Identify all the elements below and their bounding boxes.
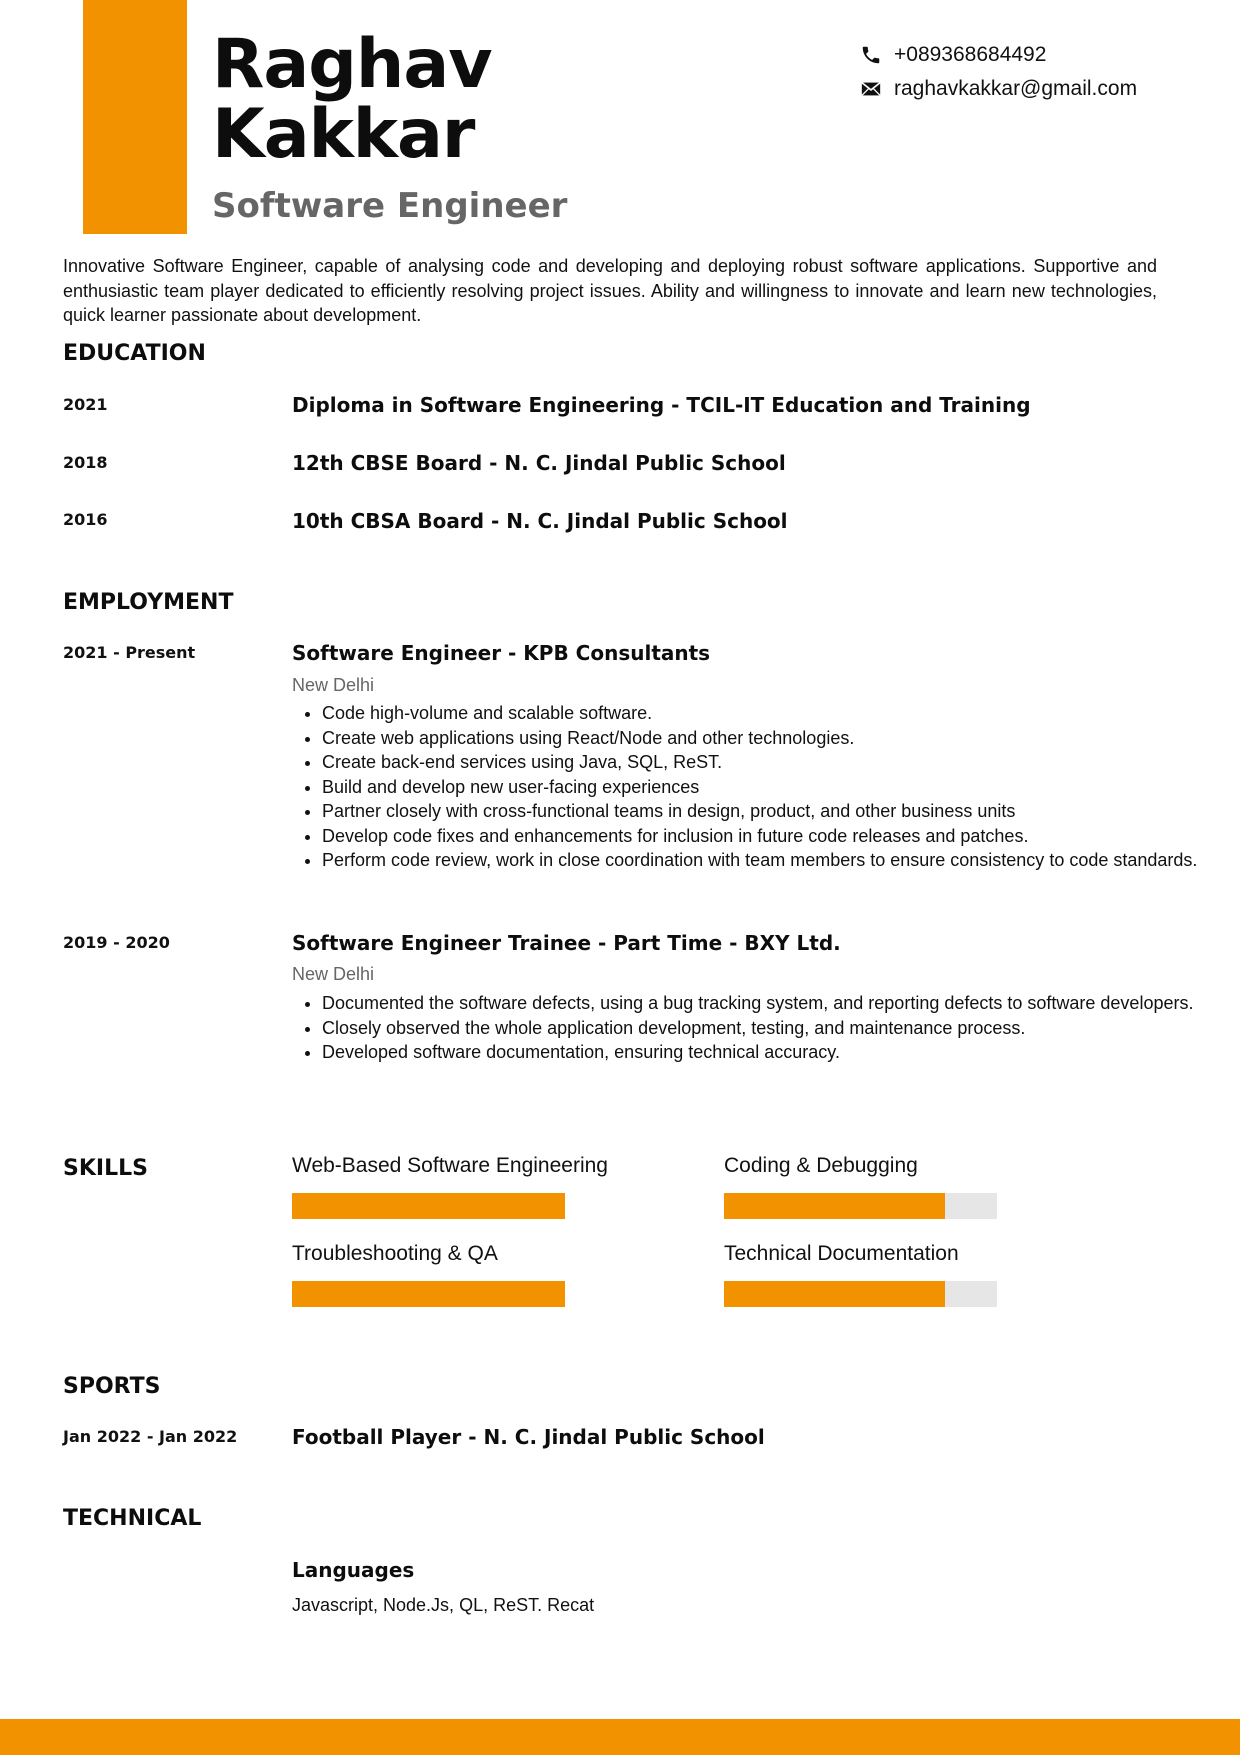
skill-bar-fill [724,1281,945,1307]
list-item: • Partner closely with cross-functional teams in design, product, and other business units [322,799,1202,824]
skill-bar [724,1193,997,1219]
technical-heading: TECHNICAL [63,1506,202,1531]
list-item: • Developed software documentation, ensuring technical accuracy. [322,1040,1202,1065]
phone-row [860,38,1190,72]
education-year: 2021 [63,395,108,414]
candidate-name [212,25,492,174]
sports-heading: SPORTS [63,1374,161,1399]
skill-label: Web-Based Software Engineering [292,1154,608,1177]
list-item: • Closely observed the whole application development, testing, and maintenance process. [322,1016,1202,1041]
education-title: 12th CBSE Board - N. C. Jindal Public School [292,451,786,475]
education-year: 2016 [63,510,108,529]
list-item: • Perform code review, work in close coordination with team members to ensure consistency to code standards. [322,848,1202,873]
sports-title: Football Player - N. C. Jindal Public School [292,1425,765,1449]
education-title: Diploma in Software Engineering - TCIL-IT Education and Training [292,393,1031,417]
job-title: Software Engineer [212,186,568,226]
last-name: Kakkar [212,95,475,174]
education-year: 2018 [63,453,108,472]
languages-list: Javascript, Node.Js, QL, ReST. Recat [292,1595,595,1615]
job-location: New Delhi [292,675,375,695]
profile-summary: Innovative Software Engineer, capable of analysing code and developing and deploying robust software applications. Supportive and enthusiastic team player dedicated to efficiently resolving project issues. Ability and willingness to innovate and learn new technologies, quick learner passionate about development. [63,256,1157,325]
phone-icon [860,44,882,66]
first-name: Raghav [212,25,492,104]
envelope-icon [860,78,882,100]
email-address[interactable]: raghavkakkar@gmail.com [894,77,1138,100]
list-item: • Build and develop new user-facing experiences [322,775,1202,800]
skills-heading: SKILLS [63,1156,148,1181]
job-responsibilities [292,991,1202,1065]
skill-bar-fill [292,1193,565,1219]
footer-bar [0,1719,1240,1755]
employment-heading: EMPLOYMENT [63,590,234,615]
job-location: New Delhi [292,964,375,984]
list-item: • Create web applications using React/Node and other technologies. [322,726,1202,751]
job-dates: 2021 - Present [63,643,196,662]
skill-bar-fill [292,1281,565,1307]
skill-bar-fill [724,1193,945,1219]
sports-dates: Jan 2022 - Jan 2022 [63,1427,238,1446]
education-heading: EDUCATION [63,341,206,366]
skill-label: Technical Documentation [724,1242,959,1265]
accent-bar [83,0,187,234]
list-item: • Create back-end services using Java, SQL, ReST. [322,750,1202,775]
skill-bar [724,1281,997,1307]
list-item: • Code high-volume and scalable software. [322,701,1202,726]
job-title-entry: Software Engineer Trainee - Part Time - BXY Ltd. [292,931,841,955]
skill-label: Coding & Debugging [724,1154,918,1177]
education-title: 10th CBSA Board - N. C. Jindal Public School [292,509,788,533]
list-item: • Develop code fixes and enhancements for inclusion in future code releases and patches. [322,824,1202,849]
job-title-entry: Software Engineer - KPB Consultants [292,641,711,665]
languages-heading: Languages [292,1558,415,1582]
skill-bar [292,1281,565,1307]
skill-bar [292,1193,565,1219]
email-row [860,72,1190,106]
skill-label: Troubleshooting & QA [292,1242,498,1265]
job-dates: 2019 - 2020 [63,933,170,952]
contact-info [860,38,1190,106]
list-item: • Documented the software defects, using a bug tracking system, and reporting defects to software developers. [322,991,1202,1016]
phone-number[interactable]: +089368684492 [894,43,1047,66]
job-responsibilities [292,701,1202,873]
